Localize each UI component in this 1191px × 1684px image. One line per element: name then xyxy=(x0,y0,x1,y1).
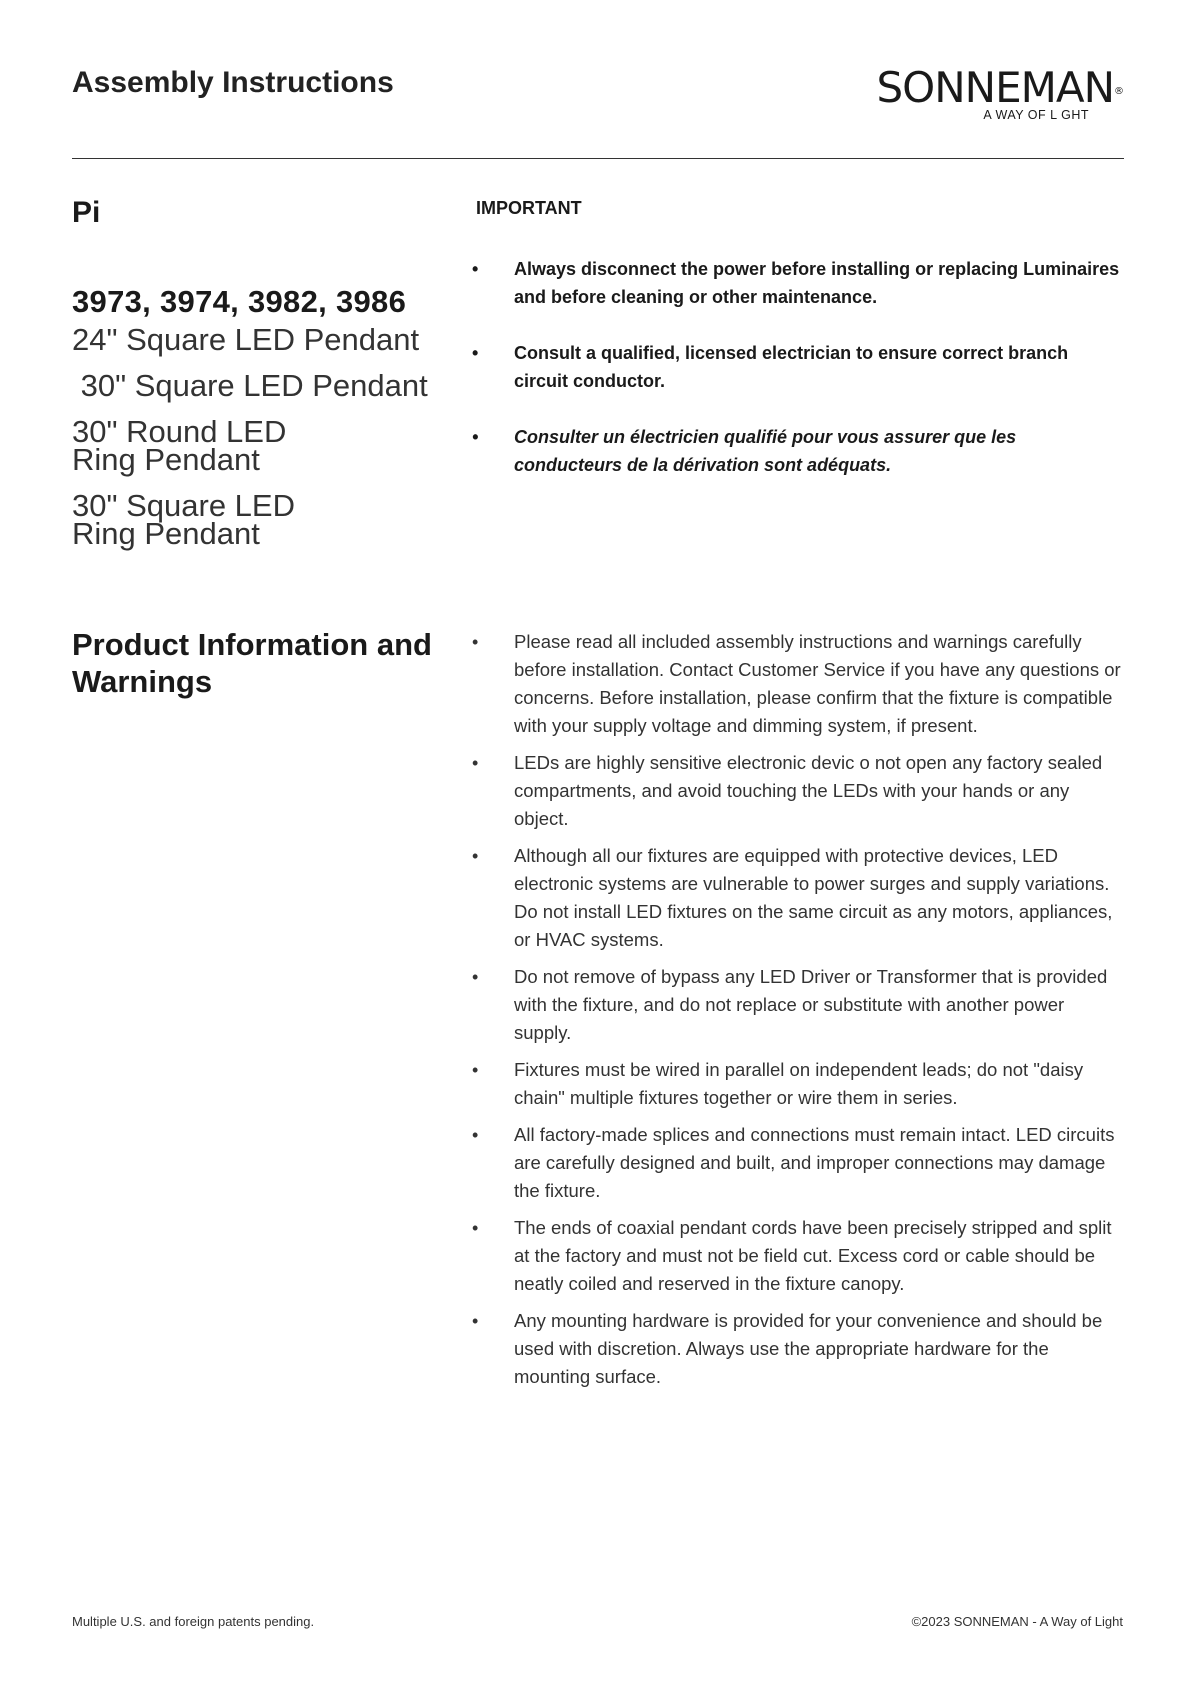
warning-item-text: All factory-made splices and connections must remain intact. LED circuits are carefully designed and built, and improper connections may damage the fixture. xyxy=(514,1124,1115,1201)
important-list xyxy=(472,255,1126,479)
warning-item xyxy=(472,1121,1126,1205)
important-item-text: Consult a qualified, licensed electrician to ensure correct branch circuit conductor. xyxy=(514,343,1069,391)
warning-item xyxy=(472,1056,1126,1112)
brand-name xyxy=(876,63,1123,112)
important-item xyxy=(472,423,1126,479)
important-item xyxy=(472,255,1126,311)
bullet-icon: • xyxy=(472,343,479,363)
variant-list xyxy=(72,322,452,551)
registered-mark: ® xyxy=(1114,86,1123,97)
bullet-icon: • xyxy=(472,632,479,652)
copyright-notice: ©2023 SONNEMAN - A Way of Light xyxy=(911,1614,1123,1629)
warning-item xyxy=(472,963,1126,1047)
bullet-icon: • xyxy=(472,427,479,447)
warning-item xyxy=(472,628,1126,740)
warning-item-text: LEDs are highly sensitive electronic devic o not open any factory sealed compartments, and avoid touching the LEDs with your hands or any object. xyxy=(514,752,1103,829)
bullet-icon: • xyxy=(472,1311,479,1331)
header-divider xyxy=(72,158,1124,159)
bullet-icon: • xyxy=(472,259,479,279)
product-summary xyxy=(72,196,452,566)
variant-item: 30" Square LED Pendant xyxy=(72,368,428,403)
warning-item xyxy=(472,749,1126,833)
bullet-icon: • xyxy=(472,1125,479,1145)
warning-item-text: Do not remove of bypass any LED Driver or Transformer that is provided with the fixture, and do not replace or substitute with another power supply. xyxy=(514,966,1108,1043)
bullet-icon: • xyxy=(472,1060,479,1080)
bullet-icon: • xyxy=(472,967,479,987)
warning-item-text: Fixtures must be wired in parallel on independent leads; do not "daisy chain" multiple fixtures together or wire them in series. xyxy=(514,1059,1084,1108)
brand-logo xyxy=(876,63,1123,122)
important-item-text: Always disconnect the power before installing or replacing Luminaires and before cleaning or other maintenance. xyxy=(514,259,1120,307)
document-title: Assembly Instructions xyxy=(72,66,394,99)
product-name: Pi xyxy=(72,196,101,229)
warning-item xyxy=(472,1214,1126,1298)
important-section xyxy=(472,198,1126,507)
variant-item: 30" Round LED Ring Pendant xyxy=(72,414,287,477)
warnings-list xyxy=(472,628,1126,1400)
important-item xyxy=(472,339,1126,395)
variant-item: 30" Square LED Ring Pendant xyxy=(72,488,295,551)
important-item-text: Consulter un électricien qualifié pour vous assurer que les conducteurs de la dérivation sont adéquats. xyxy=(514,427,1017,475)
brand-tagline: A WAY OF L GHT xyxy=(983,108,1089,122)
warning-item xyxy=(472,842,1126,954)
bullet-icon: • xyxy=(472,846,479,866)
warning-item-text: Please read all included assembly instructions and warnings carefully before installation. Contact Customer Service if you have any questions or concerns. Before installation, please confirm that the fixture is compatible with your supply voltage and dimming system, if present. xyxy=(514,631,1121,736)
bullet-icon: • xyxy=(472,1218,479,1238)
patent-notice: Multiple U.S. and foreign patents pending. xyxy=(72,1614,315,1629)
important-heading: IMPORTANT xyxy=(476,198,582,218)
product-info-heading: Product Information and Warnings xyxy=(72,627,432,699)
bullet-icon: • xyxy=(472,753,479,773)
warning-item-text: Any mounting hardware is provided for your convenience and should be used with discretion. Always use the appropriate hardware for the mounting surface. xyxy=(514,1310,1103,1387)
warning-item-text: Although all our fixtures are equipped with protective devices, LED electronic systems are vulnerable to power surges and supply variations. Do not install LED fixtures on the same circuit as any motors, appliances, or HVAC systems. xyxy=(514,845,1113,950)
brand-name-text: SONNEMAN xyxy=(876,63,1114,112)
warning-item-text: The ends of coaxial pendant cords have been precisely stripped and split at the factory and must not be field cut. Excess cord or cable should be neatly coiled and reserved in the fixture canopy. xyxy=(514,1217,1112,1294)
warning-item xyxy=(472,1307,1126,1391)
variant-item: 24" Square LED Pendant xyxy=(72,322,420,357)
model-numbers: 3973, 3974, 3982, 3986 xyxy=(72,284,407,319)
